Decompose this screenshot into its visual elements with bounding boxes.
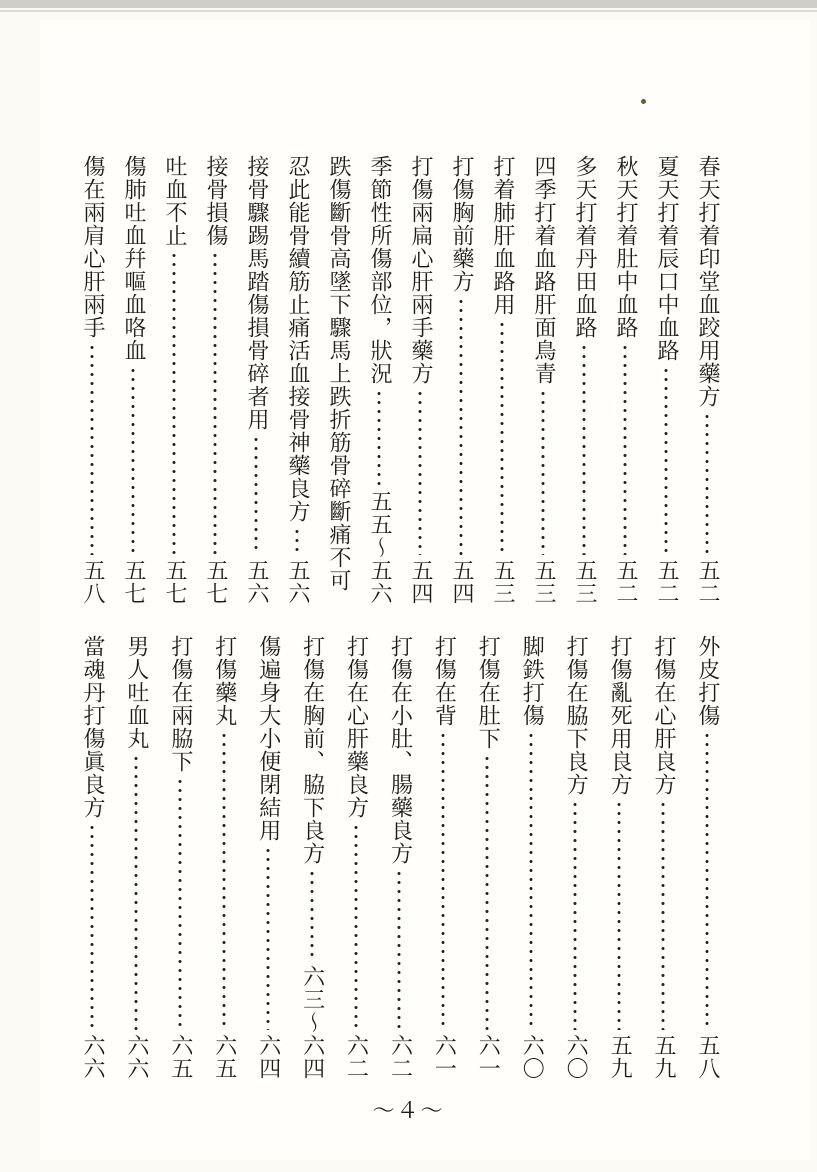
toc-leader-dots bbox=[134, 754, 138, 1030]
top-edge-line bbox=[0, 10, 817, 12]
toc-entry bbox=[482, 155, 522, 605]
ink-speck bbox=[641, 99, 646, 104]
toc-entry-title: 接骨驟踢馬踏傷損骨碎者用 bbox=[244, 155, 269, 431]
toc-bottom-section bbox=[72, 635, 727, 1080]
toc-leader-dots bbox=[131, 366, 135, 555]
toc-entry-title: 打傷在背 bbox=[431, 635, 457, 727]
toc-entry bbox=[113, 155, 153, 605]
toc-entry-page: 五六 bbox=[285, 559, 310, 605]
page-number: ～４～ bbox=[372, 1099, 445, 1124]
toc-leader-dots bbox=[178, 777, 182, 1030]
toc-entry bbox=[72, 155, 112, 605]
toc-entry bbox=[646, 155, 686, 605]
toc-entry-page: 六五 bbox=[211, 1034, 237, 1080]
toc-entry-page: 五九 bbox=[607, 1034, 633, 1080]
toc-entry-page: 五二 bbox=[654, 559, 679, 605]
toc-leader-dots bbox=[266, 846, 270, 1030]
toc-entry-page: 六二 bbox=[343, 1034, 369, 1080]
toc-entry-title: 打傷在心肝藥良方 bbox=[343, 635, 369, 819]
toc-entry-page: 五三 bbox=[572, 559, 597, 605]
toc-entry-page: 六六 bbox=[80, 1034, 105, 1080]
toc-entry bbox=[467, 635, 507, 1080]
toc-entry bbox=[643, 635, 683, 1080]
toc-leader-dots bbox=[295, 527, 299, 555]
toc-entry-title: 打傷胸前藥方 bbox=[449, 155, 474, 293]
toc-entry-page: 六五 bbox=[167, 1034, 193, 1080]
toc-entry-title: 吐血不止 bbox=[162, 155, 187, 247]
toc-entry-title: 秋天打着肚中血路 bbox=[613, 155, 638, 339]
toc-entry bbox=[400, 155, 440, 605]
toc-entry-page: 五九 bbox=[650, 1034, 676, 1080]
toc-leader-dots bbox=[310, 869, 314, 961]
toc-entry bbox=[379, 635, 419, 1080]
top-edge bbox=[0, 0, 817, 8]
toc-entry bbox=[72, 635, 112, 1080]
toc-entry-title: 打傷在肚下 bbox=[475, 635, 501, 750]
toc-entry-page: 六〇 bbox=[519, 1034, 545, 1080]
toc-entry-page: 六三～六四 bbox=[299, 965, 325, 1080]
toc-entry-title: 打傷在心肝良方 bbox=[650, 635, 676, 796]
toc-entry-page: 五七 bbox=[121, 559, 146, 605]
toc-leader-dots bbox=[705, 731, 709, 1030]
toc-entry bbox=[687, 635, 727, 1080]
toc-leader-dots bbox=[254, 435, 258, 555]
toc-entry bbox=[318, 155, 358, 605]
toc-entry bbox=[154, 155, 194, 605]
toc-entry-page: 六六 bbox=[123, 1034, 149, 1080]
toc-entry-page: 五七 bbox=[203, 559, 228, 605]
toc-entry bbox=[336, 635, 376, 1080]
toc-entry-title: 打傷在兩脇下 bbox=[167, 635, 193, 773]
toc-entry bbox=[277, 155, 317, 605]
toc-leader-dots bbox=[418, 389, 422, 555]
toc-leader-dots bbox=[90, 343, 94, 555]
toc-leader-dots bbox=[459, 297, 463, 555]
toc-entry bbox=[195, 155, 235, 605]
toc-entry-title: 外皮打傷 bbox=[694, 635, 720, 727]
toc-entry bbox=[423, 635, 463, 1080]
toc-leader-dots bbox=[664, 366, 668, 555]
toc-leader-dots bbox=[377, 389, 381, 486]
toc-leader-dots bbox=[661, 800, 665, 1030]
toc-entry-title: 打着肺肝血路用 bbox=[490, 155, 515, 316]
toc-entry bbox=[605, 155, 645, 605]
toc-entry-title: 打傷兩扁心肝兩手藥方 bbox=[408, 155, 433, 385]
toc-entry-page: 六四 bbox=[255, 1034, 281, 1080]
toc-entry-page: 五三 bbox=[490, 559, 515, 605]
toc-leader-dots bbox=[705, 412, 709, 555]
toc-entry-page: 五三 bbox=[531, 559, 556, 605]
toc-leader-dots bbox=[485, 754, 489, 1030]
toc-leader-dots bbox=[172, 251, 176, 555]
toc-leader-dots bbox=[397, 869, 401, 1030]
toc-entry-page: 六二 bbox=[387, 1034, 413, 1080]
toc-entry bbox=[248, 635, 288, 1080]
toc-entry-title: 夏天打着辰口中血路 bbox=[654, 155, 679, 362]
toc-leader-dots bbox=[441, 731, 445, 1030]
toc-entry-title: 四季打着血路肝面鳥青 bbox=[531, 155, 556, 385]
toc-top-section bbox=[72, 155, 727, 605]
toc-entry-title: 打傷藥丸 bbox=[211, 635, 237, 727]
toc-entry-title: 打傷在脇下良方 bbox=[563, 635, 589, 796]
toc-entry bbox=[511, 635, 551, 1080]
toc-entry-title: 打傷亂死用良方 bbox=[607, 635, 633, 796]
toc-leader-dots bbox=[623, 343, 627, 555]
toc-entry-title: 男人吐血丸 bbox=[123, 635, 149, 750]
toc-entry bbox=[204, 635, 244, 1080]
toc-entry-title: 傷肺吐血幷嘔血咯血 bbox=[121, 155, 146, 362]
toc-entry-page: 五七 bbox=[162, 559, 187, 605]
toc-entry-page: 五八 bbox=[694, 1034, 720, 1080]
toc-leader-dots bbox=[529, 731, 533, 1030]
toc-entry bbox=[523, 155, 563, 605]
toc-leader-dots bbox=[500, 320, 504, 555]
toc-leader-dots bbox=[617, 800, 621, 1030]
toc-entry-title: 打傷在小肚、腸藥良方 bbox=[387, 635, 413, 865]
toc-leader-dots bbox=[222, 731, 226, 1030]
toc-leader-dots bbox=[573, 800, 577, 1030]
toc-leader-dots bbox=[213, 251, 217, 555]
toc-entry-title: 傷在兩肩心肝兩手 bbox=[80, 155, 105, 339]
toc-leader-dots bbox=[582, 343, 586, 555]
toc-entry bbox=[359, 155, 399, 605]
toc-entry-title: 脚鉄打傷 bbox=[519, 635, 545, 727]
toc-entry-page: 五八 bbox=[80, 559, 105, 605]
toc-entry-page: 六一 bbox=[475, 1034, 501, 1080]
toc-leader-dots bbox=[354, 823, 358, 1030]
toc-entry-title: 打傷在胸前、脇下良方 bbox=[299, 635, 325, 865]
toc-entry bbox=[116, 635, 156, 1080]
toc-entry-page: 五五～五六 bbox=[367, 490, 392, 605]
toc-entry-page: 五四 bbox=[408, 559, 433, 605]
toc-leader-dots bbox=[541, 389, 545, 555]
toc-entry bbox=[564, 155, 604, 605]
toc-entry bbox=[441, 155, 481, 605]
toc-entry-page: 五二 bbox=[695, 559, 720, 605]
toc-entry-page: 五四 bbox=[449, 559, 474, 605]
toc-entry-page: 六一 bbox=[431, 1034, 457, 1080]
toc-entry-page: 五二 bbox=[613, 559, 638, 605]
toc-entry bbox=[292, 635, 332, 1080]
toc-entry bbox=[555, 635, 595, 1080]
toc-entry bbox=[160, 635, 200, 1080]
toc-entry-title: 跌傷斷骨高墜下驟馬上跌折筋骨碎斷痛不可 bbox=[326, 155, 351, 592]
toc-leader-dots bbox=[90, 823, 94, 1030]
toc-entry-title: 接骨損傷 bbox=[203, 155, 228, 247]
toc-entry-title: 當魂丹打傷眞良方 bbox=[80, 635, 105, 819]
toc-entry bbox=[599, 635, 639, 1080]
toc-entry-title: 季節性所傷部位，狀況 bbox=[367, 155, 392, 385]
toc-entry-title: 春天打着印堂血跤用藥方 bbox=[695, 155, 720, 408]
toc-entry-title: 傷遍身大小便閉結用 bbox=[255, 635, 281, 842]
toc-entry-page: 五六 bbox=[244, 559, 269, 605]
toc-entry bbox=[236, 155, 276, 605]
toc-entry-page: 六〇 bbox=[563, 1034, 589, 1080]
toc-entry-title: 多天打着丹田血路 bbox=[572, 155, 597, 339]
toc-entry bbox=[687, 155, 727, 605]
toc-entry-title: 忍此能骨續筋止痛活血接骨神藥良方 bbox=[285, 155, 310, 523]
